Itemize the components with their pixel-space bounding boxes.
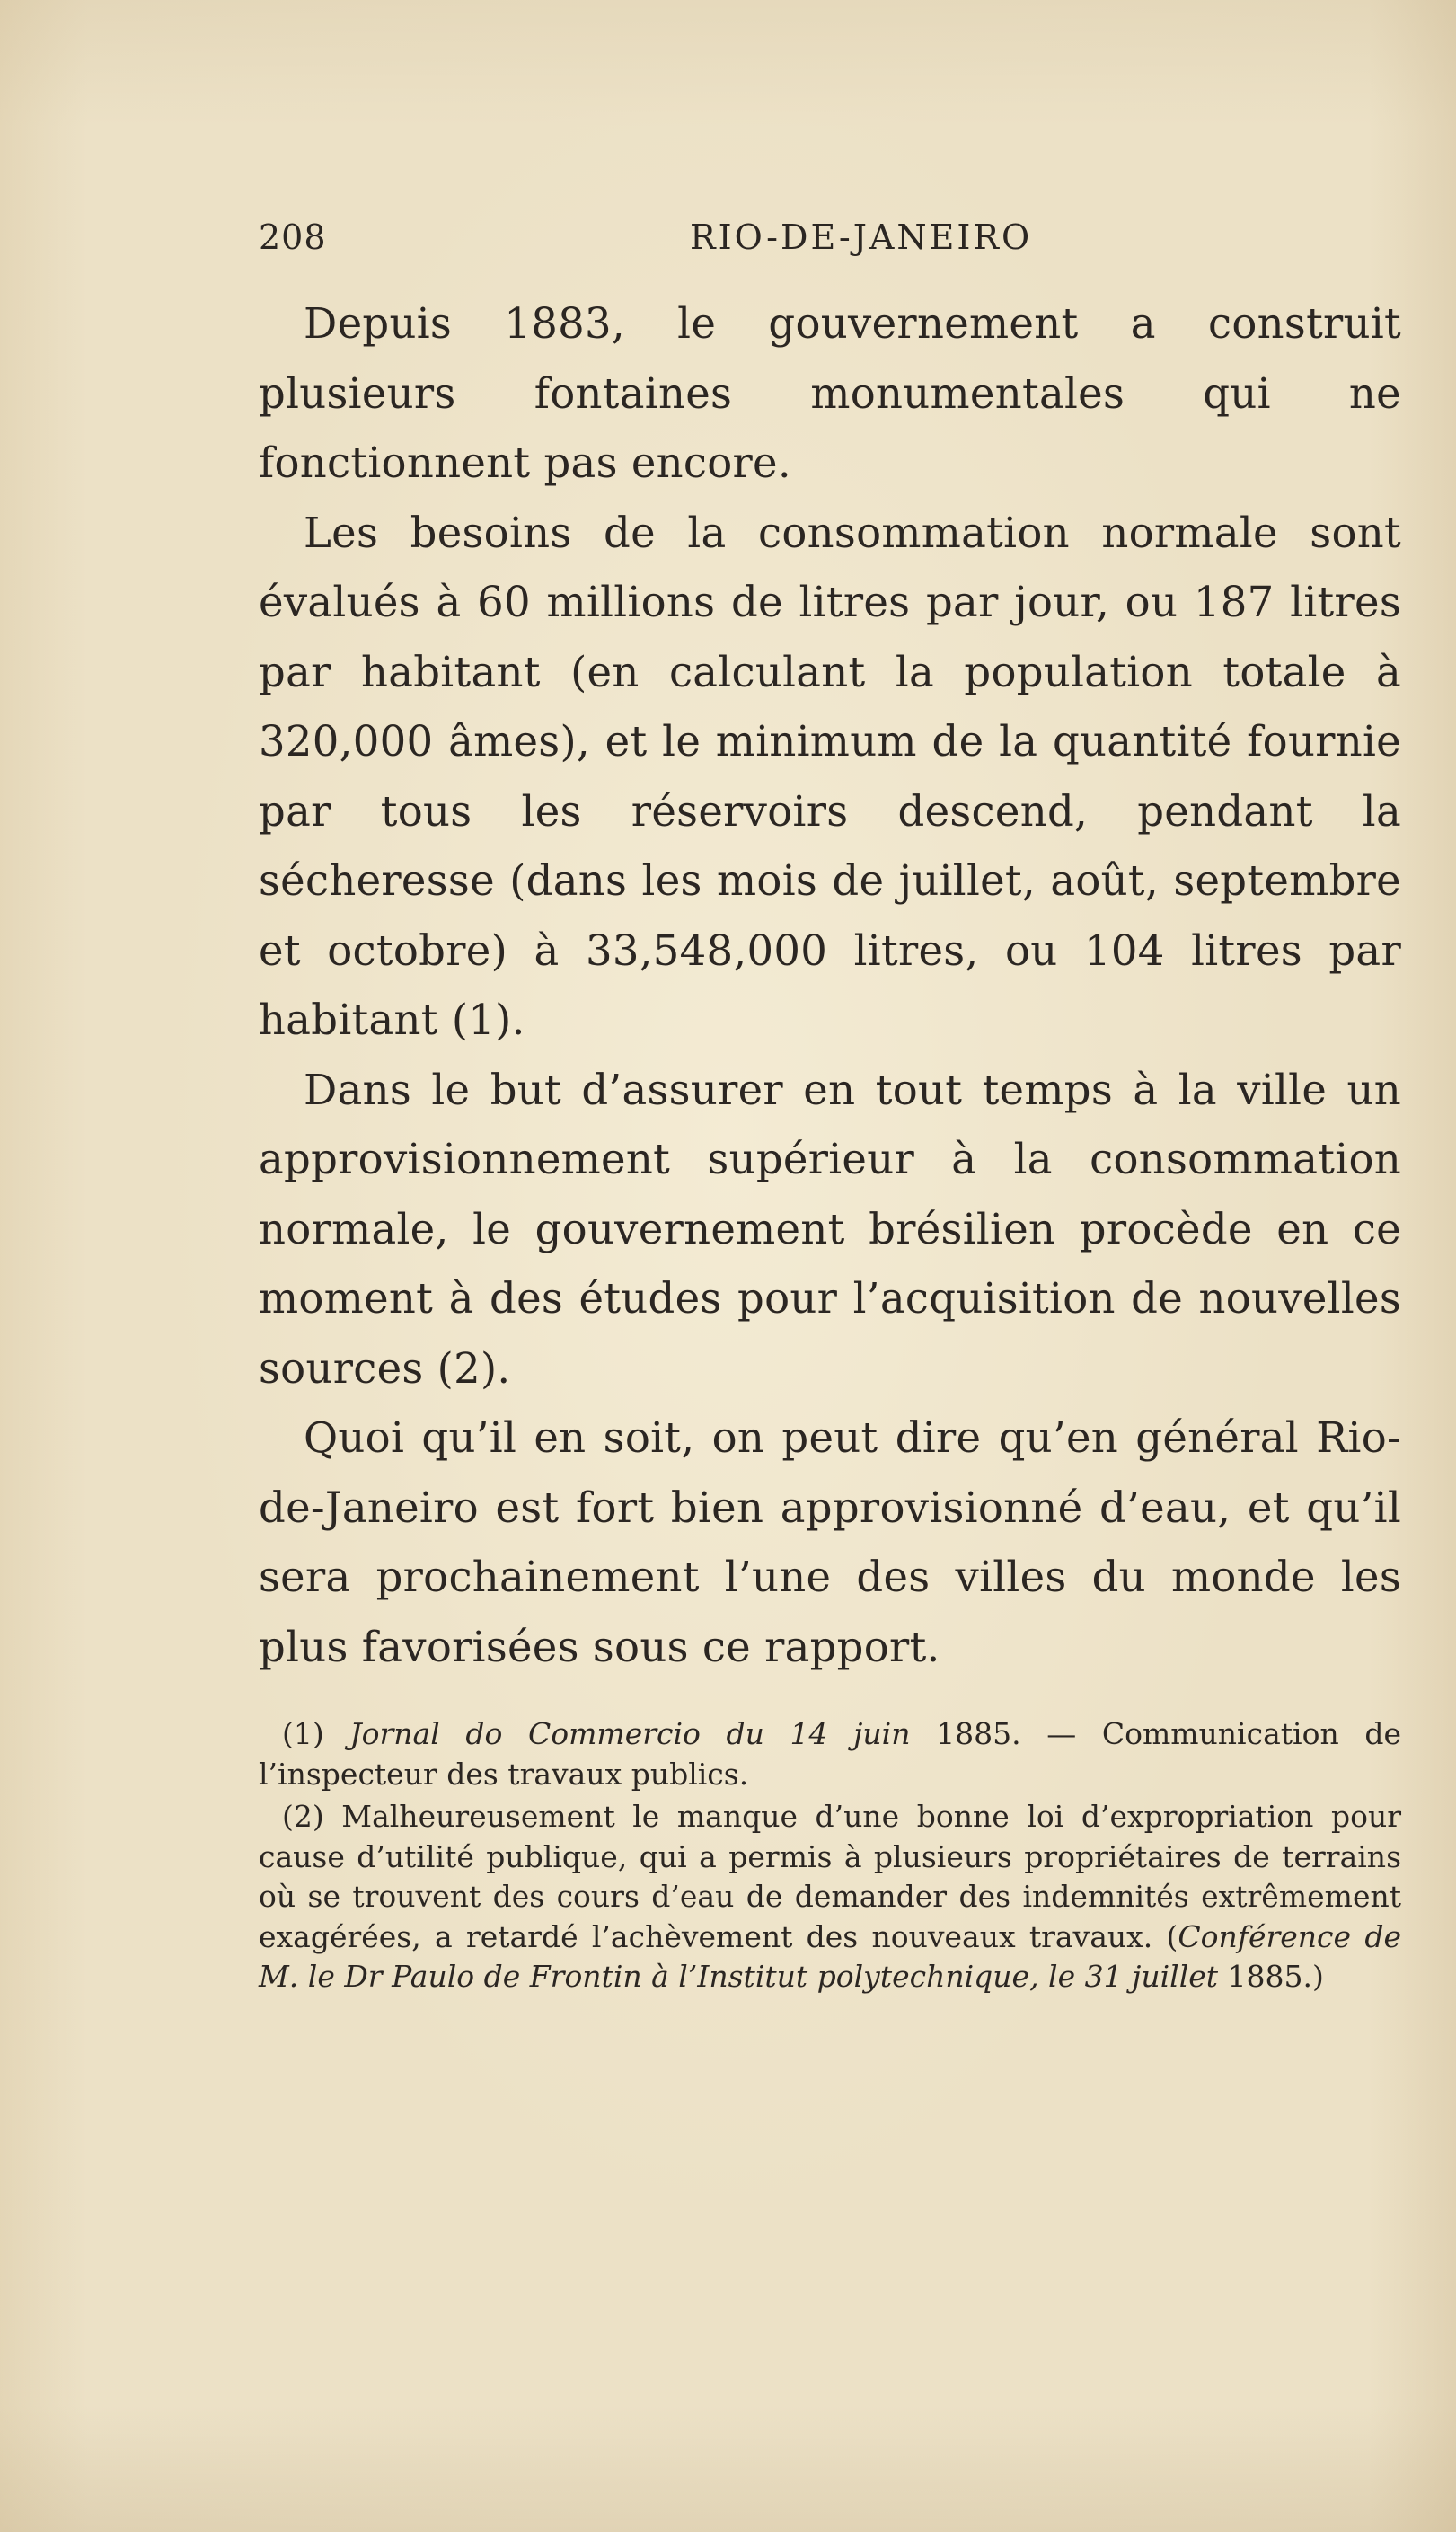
paragraph-3: Dans le but d’assurer en tout temps à la ville un approvisionnement supérieur à la consommation normale, le gouvernement brésilien procède en ce moment à des études pour l’acquisition de nouvelles sources (2). [259, 1065, 1401, 1393]
main-text [259, 289, 1401, 1682]
footnote-2-open-paren: ( [1166, 1918, 1178, 1954]
footnote-2 [259, 1797, 1401, 1997]
footnote-1-source: Jornal do Commercio du 14 juin [349, 1716, 911, 1751]
page-header [259, 217, 1401, 271]
running-head: RIO-DE-JANEIRO [690, 217, 1033, 257]
paragraph-4: Quoi qu’il en soit, on peut dire qu’en général Rio-de-Janeiro est fort bien approvisionné d’eau, et qu’il sera prochainement l’une des villes du monde les plus favorisées sous ce rapport. [259, 1413, 1401, 1671]
footnote-1 [259, 1714, 1401, 1794]
footnote-2-close: 1885.) [1227, 1959, 1324, 1994]
footnote-2-text: (2) Malheureusement le manque d’une bonne loi d’expropriation pour cause d’utilité publique, qui a permis à plusieurs propriétaires de terrains où se trouvent des cours d’eau de demander des indemnités extrêmement exagérées, a retardé l’achèvement des nouveaux travaux. [259, 1799, 1401, 1954]
page-number: 208 [259, 217, 327, 257]
footnotes [259, 1714, 1401, 1997]
paragraph-1: Depuis 1883, le gouvernement a construit plusieurs fontaines monumentales qui ne fonctionnent pas encore. [259, 299, 1401, 487]
footnote-1-text: 1885. — Communication de l’inspecteur des travaux publics. [259, 1716, 1401, 1792]
paragraph-2: Les besoins de la consommation normale sont évalués à 60 millions de litres par jour, ou 187 litres par habitant (en calculant la population totale à 320,000 âmes), et le minimum de la quantité fournie par tous les réservoirs descend, pendant la sécheresse (dans les mois de juillet, août, septembre et octobre) à 33,548,000 litres, ou 104 litres par habitant (1). [259, 508, 1401, 1044]
footnote-1-marker: (1) [282, 1716, 324, 1751]
footnote-2-citation: Conférence de M. le Dr Paulo de Frontin à l’Institut polytechnique, le 31 juillet [259, 1918, 1401, 1994]
